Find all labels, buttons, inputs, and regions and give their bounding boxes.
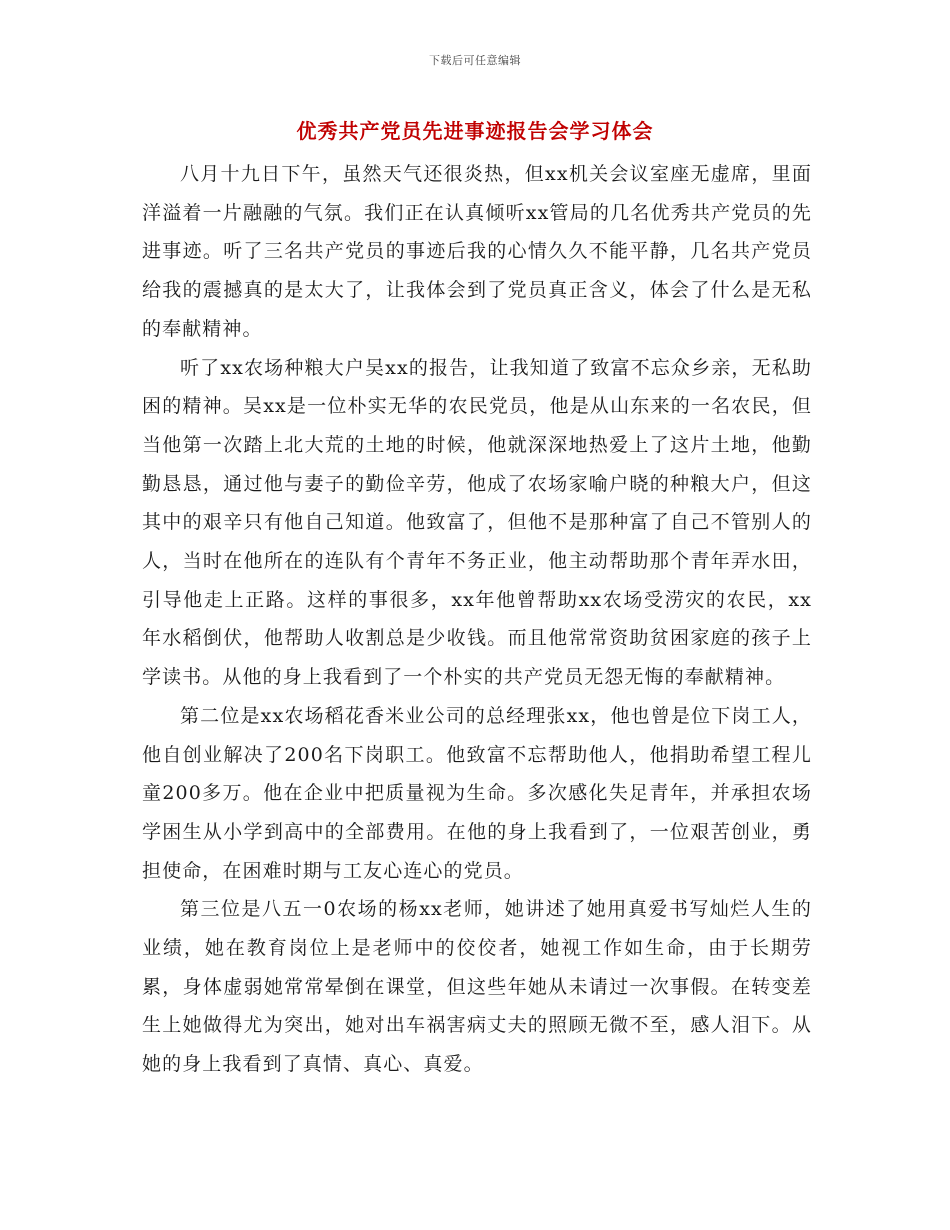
page-header-note: 下载后可任意编辑 bbox=[429, 54, 521, 67]
document-title: 优秀共产党员先进事迹报告会学习体会 bbox=[296, 119, 654, 143]
document-body bbox=[142, 155, 812, 1084]
paragraph-3: 第二位是xx农场稻花香米业公司的总经理张xx，他也曾是位下岗工人，他自创业解决了200名下岗职工。他致富不忘帮助他人，他捐助希望工程儿童200多万。他在企业中把质量视为生命。多次感化失足青年，并承担农场学困生从小学到高中的全部费用。在他的身上我看到了，一位艰苦创业，勇担使命，在困难时期与工友心连心的党员。 bbox=[142, 704, 812, 882]
paragraph-1: 八月十九日下午，虽然天气还很炎热，但xx机关会议室座无虚席，里面洋溢着一片融融的气氛。我们正在认真倾听xx管局的几名优秀共产党员的先进事迹。听了三名共产党员的事迹后我的心情久久不能平静，几名共产党员给我的震撼真的是太大了，让我体会到了党员真正含义，体会了什么是无私的奉献精神。 bbox=[142, 163, 812, 340]
paragraph-2: 听了xx农场种粮大户吴xx的报告，让我知道了致富不忘众乡亲，无私助困的精神。吴xx是一位朴实无华的农民党员，他是从山东来的一名农民，但当他第一次踏上北大荒的土地的时候，他就深深地热爱上了这片土地，他勤勤恳恳，通过他与妻子的勤俭辛劳，他成了农场家喻户晓的种粮大户，但这其中的艰辛只有他自己知道。他致富了，但他不是那种富了自己不管别人的人，当时在他所在的连队有个青年不务正业，他主动帮助那个青年弄水田，引导他走上正路。这样的事很多，xx年他曾帮助xx农场受涝灾的农民，xx年水稻倒伏，他帮助人收割总是少收钱。而且他常常资助贫困家庭的孩子上学读书。从他的身上我看到了一个朴实的共产党员无怨无悔的奉献精神。 bbox=[142, 356, 812, 689]
paragraph-4: 第三位是八五一0农场的杨xx老师，她讲述了她用真爱书写灿烂人生的业绩，她在教育岗位上是老师中的佼佼者，她视工作如生命，由于长期劳累，身体虚弱她常常晕倒在课堂，但这些年她从未请过一次事假。在转变差生上她做得尤为突出，她对出车祸害病丈夫的照顾无微不至，感人泪下。从她的身上我看到了真情、真心、真爱。 bbox=[142, 898, 812, 1076]
